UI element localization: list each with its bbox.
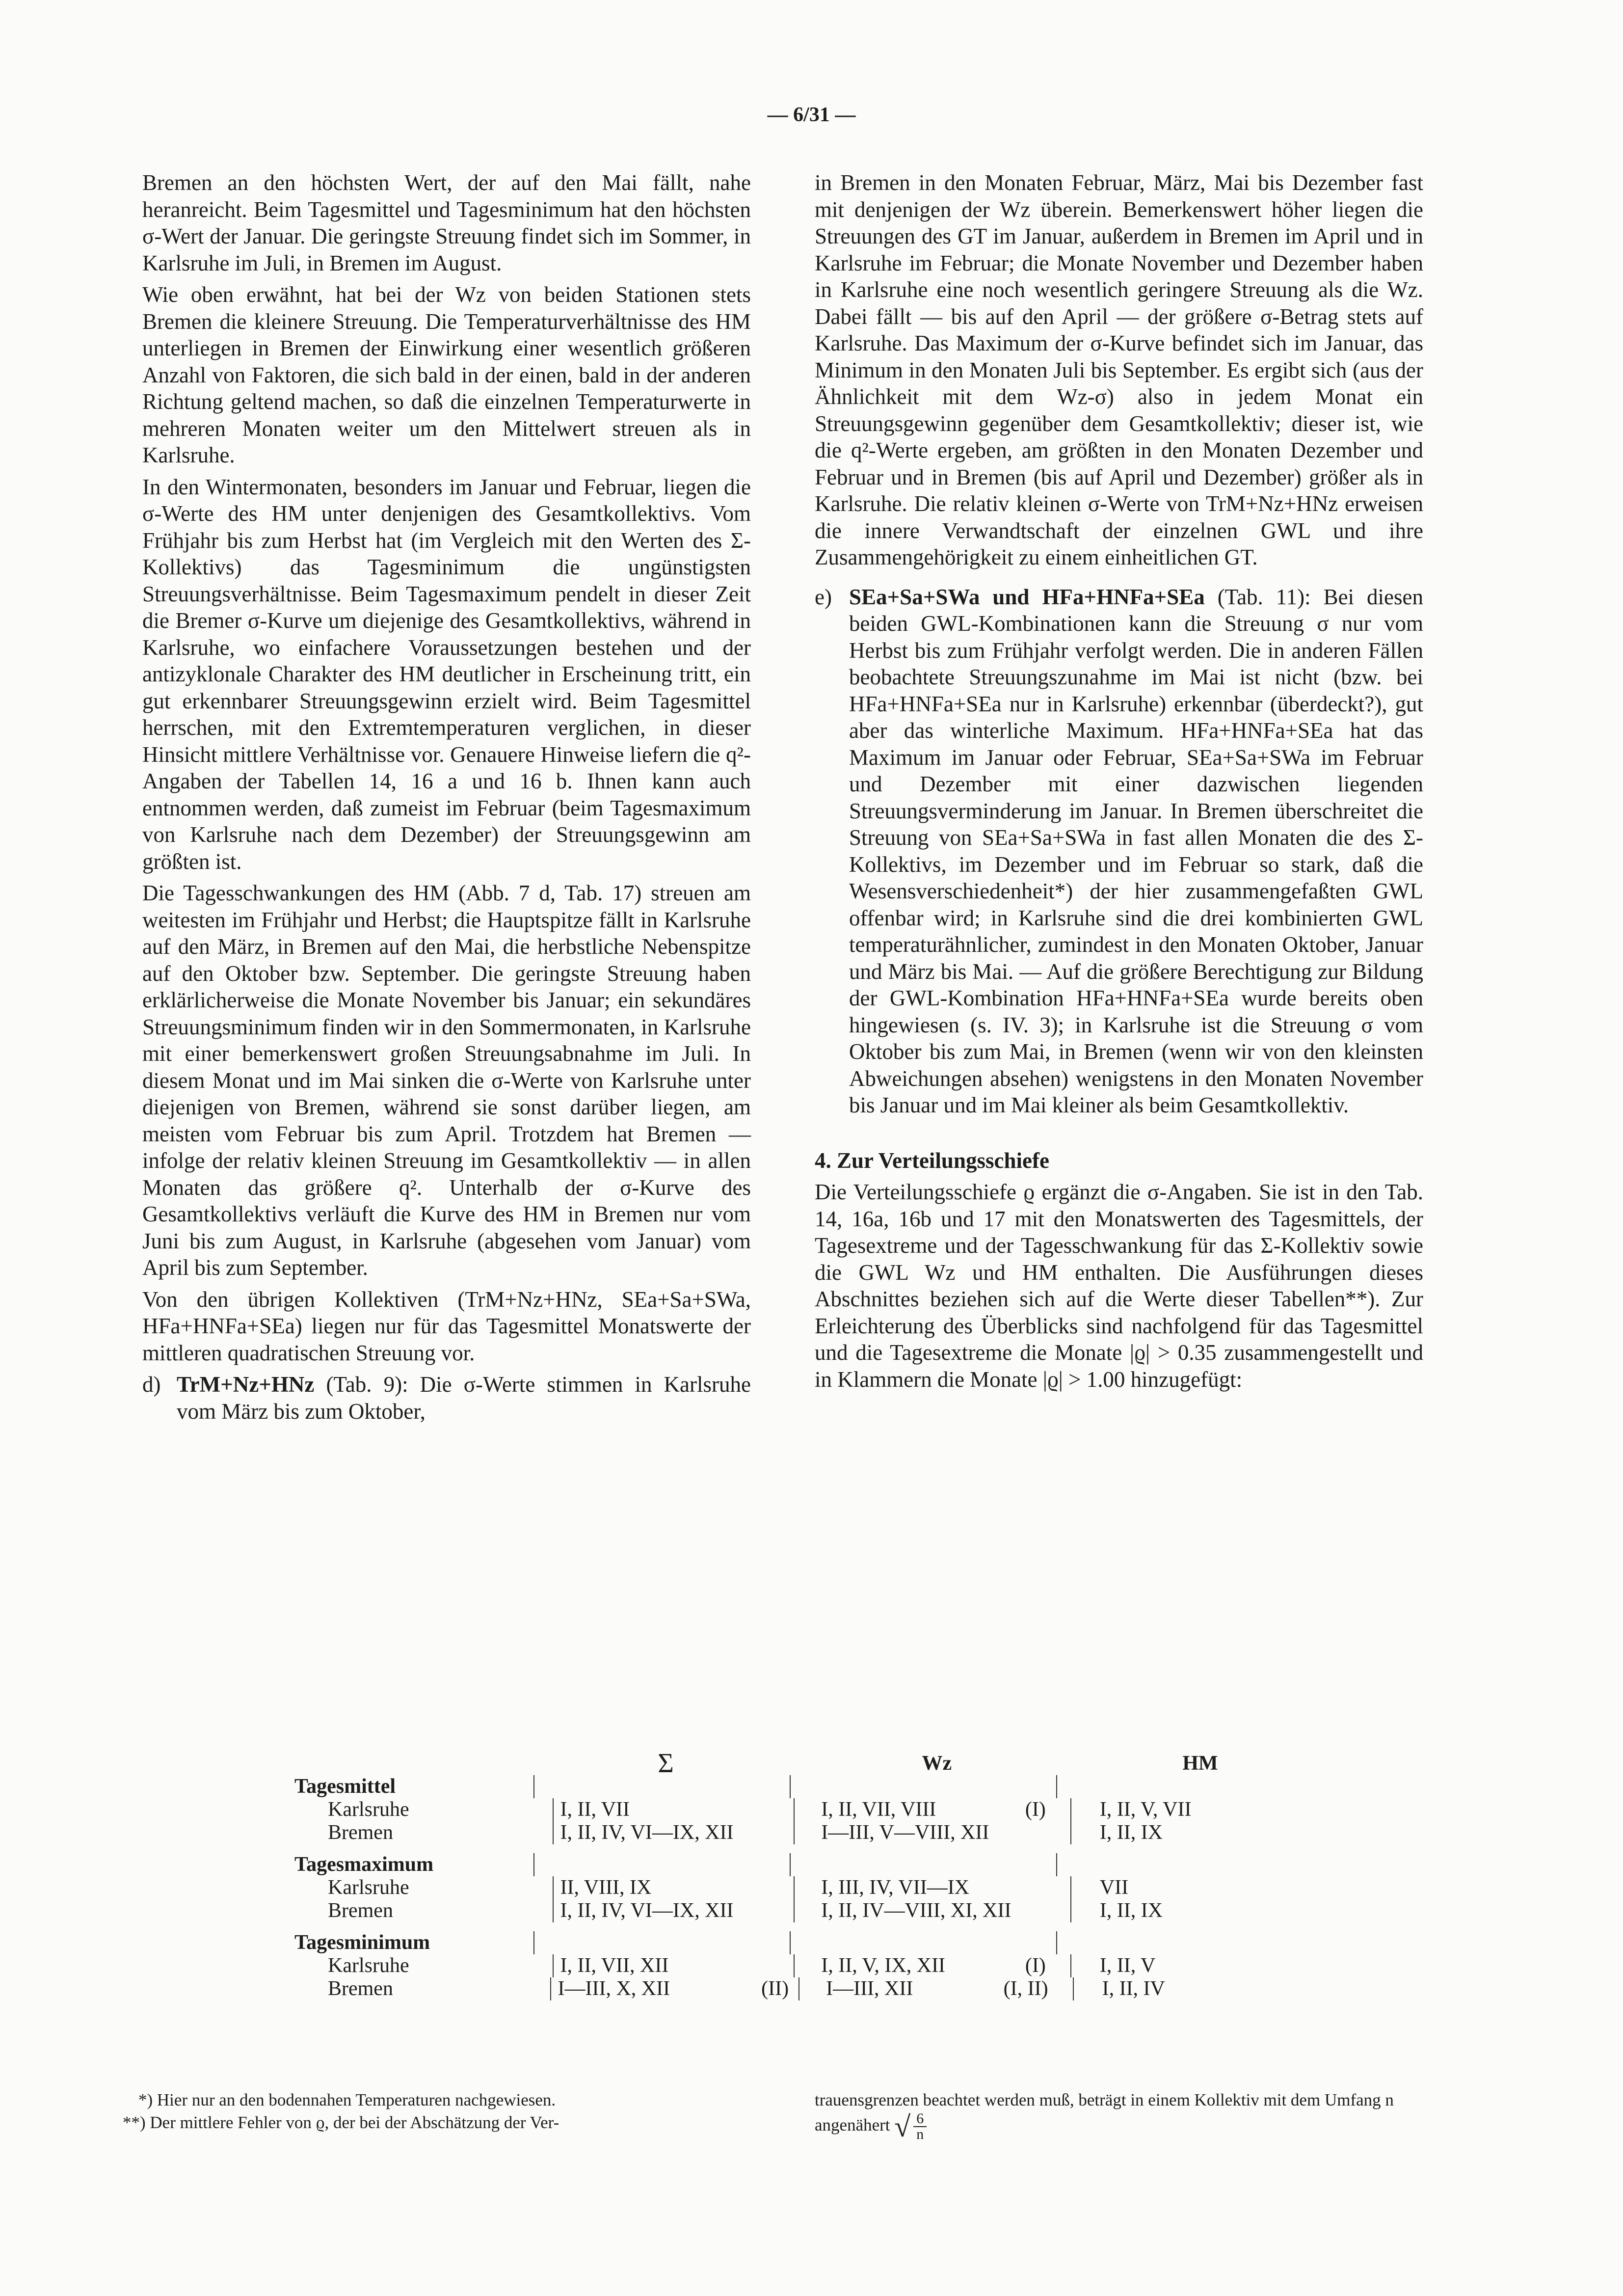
sigma-months: I—III, X, XII	[558, 1977, 670, 2000]
table-header-wz: Wz	[922, 1752, 952, 1775]
fraction-denominator: n	[916, 2126, 924, 2142]
wz-months: I, II, IV—VIII, XI, XII	[821, 1899, 1011, 1922]
table-row	[294, 1821, 1315, 1844]
list-text: (Tab. 9): Die σ-Werte stimmen in Karlsruhe vom März bis zum Oktober,	[177, 1372, 751, 1424]
list-bold-term: SEa+Sa+SWa und HFa+HNFa+SEa	[849, 584, 1205, 609]
list-item-d	[142, 1371, 751, 1425]
page-number: — 6/31 —	[767, 104, 856, 126]
group-title: Tagesminimum	[294, 1931, 430, 1954]
list-body	[849, 584, 1423, 1119]
list-label: d)	[142, 1372, 161, 1397]
footnotes-left	[123, 2089, 751, 2134]
table-group-row	[294, 1775, 1315, 1798]
paragraph: In den Wintermonaten, besonders im Januar und Februar, liegen die σ-Werte des HM unter denjenigen des Gesamtkollektivs. Vom Frühjahr bis zum Herbst hat (im Vergleich mit den Werten des Σ-Kollektivs) das Tagesminimum die ungünstigsten Streuungsverhältnisse. Beim Tagesmaximum pendelt in dieser Zeit die Bremer σ-Kurve um diejenige des Gesamtkollektivs, während in Karlsruhe, wo einfachere Voraussetzungen bestehen und der antizyklonale Charakter des HM deutlicher in Erscheinung tritt, ein gut erkennbarer Streuungsgewinn erzielt wird. Beim Tagesmittel herrschen, mit den Extremtemperaturen verglichen, in dieser Hinsicht mittlere Verhältnisse vor. Genauere Hinweise liefern die q²-Angaben der Tabellen 14, 16 a und 16 b. Ihnen kann auch entnommen werden, daß zumeist im Februar (beim Tagesmaximum von Karlsruhe nach dem Dezember) der Streuungsgewinn am größten ist.	[142, 474, 751, 874]
sigma-months: I, II, VII, XII	[560, 1954, 669, 1977]
table-row	[294, 1954, 1315, 1977]
left-column	[142, 169, 751, 1425]
hm-months: I, II, V, VII	[1070, 1798, 1315, 1821]
table-group-row	[294, 1853, 1315, 1876]
station-name: Bremen	[328, 1899, 393, 1922]
right-column	[815, 169, 1423, 1398]
list-bold-term: TrM+Nz+HNz	[177, 1372, 315, 1397]
fraction-numerator: 6	[913, 2111, 927, 2127]
group-title: Tagesmaximum	[294, 1853, 434, 1876]
footnote-continuation: trauensgrenzen beachtet werden muß, beträgt in einem Kollektiv mit dem Umfang n angenähert	[815, 2090, 1394, 2135]
footnote: **) Der mittlere Fehler von ϱ, der bei der Abschätzung der Ver-	[123, 2113, 559, 2132]
footnote: *) Hier nur an den bodennahen Temperaturen nachgewiesen.	[138, 2090, 556, 2109]
table-row	[294, 1798, 1315, 1821]
station-name: Karlsruhe	[328, 1876, 409, 1899]
paragraph: Von den übrigen Kollektiven (TrM+Nz+HNz, SEa+Sa+SWa, HFa+HNFa+SEa) liegen nur für das Tagesmittel Monatswerte der mittleren quadratischen Streuung vor.	[142, 1287, 751, 1365]
section-heading: 4. Zur Verteilungsschiefe	[815, 1148, 1049, 1173]
wz-strong-months: (I, II)	[1003, 1977, 1048, 2000]
sigma-strong-months: (II)	[761, 1977, 789, 2000]
station-name: Bremen	[328, 1821, 393, 1844]
paragraph: Wie oben erwähnt, hat bei der Wz von beiden Stationen stets Bremen die kleinere Streuung. Die Temperaturverhältnisse des HM unterliegen in Bremen der Einwirkung einer wesentlich größeren Anzahl von Faktoren, die sich bald in der einen, bald in der anderen Richtung geltend machen, so daß die einzelnen Temperaturwerte in mehreren Monaten weiter um den Mittelwert streuen als in Karlsruhe.	[142, 282, 751, 467]
table-row	[294, 1899, 1315, 1922]
table-group-row	[294, 1931, 1315, 1954]
wz-months: I, II, VII, VIII	[821, 1798, 936, 1821]
sigma-months: I, II, VII	[560, 1798, 630, 1821]
paragraph: Bremen an den höchsten Wert, der auf den Mai fällt, nahe heranreicht. Beim Tagesmittel und Tagesminimum hat den höchsten σ-Wert der Januar. Die geringste Streuung findet sich im Sommer, in Karlsruhe im Juli, in Bremen im August.	[142, 170, 751, 275]
fraction	[913, 2111, 927, 2142]
hm-months: I, II, IX	[1070, 1899, 1315, 1922]
station-name: Bremen	[328, 1977, 393, 2000]
station-name: Karlsruhe	[328, 1954, 409, 1977]
group-title: Tagesmittel	[294, 1775, 396, 1798]
wz-months: I—III, V—VIII, XII	[821, 1821, 989, 1844]
table-row	[294, 1876, 1315, 1899]
table-header-row	[294, 1738, 1315, 1779]
hm-months: I, II, IX	[1070, 1821, 1315, 1844]
hm-months: I, II, IV	[1073, 1977, 1315, 2000]
sigma-months: I, II, IV, VI—IX, XII	[560, 1821, 734, 1844]
hm-months: VII	[1070, 1876, 1315, 1899]
sigma-months: II, VIII, IX	[560, 1876, 652, 1899]
wz-strong-months: (I)	[1025, 1798, 1046, 1821]
list-label: e)	[815, 584, 832, 609]
footnotes-right	[815, 2089, 1423, 2142]
table-row	[294, 1977, 1315, 2000]
list-text: (Tab. 11): Bei diesen beiden GWL-Kombinationen kann die Streuung σ nur vom Herbst bis zum Frühjahr verfolgt werden. Die in anderen Fällen beobachtete Streuungszunahme im Mai ist nicht (bzw. bei HFa+HNFa+SEa nur in Karlsruhe) erkennbar (überdeckt?), gut aber das winterliche Maximum. HFa+HNFa+SEa hat das Maximum im Januar oder Februar, SEa+Sa+SWa im Februar und Dezember mit einer dazwischen liegenden Streuungsverminderung im Januar. In Bremen überschreitet die Streuung von SEa+Sa+SWa in fast allen Monaten die des Σ-Kollektivs, im Dezember und im Februar so stark, daß die Wesensverschiedenheit*) der hier zusammengefaßten GWL offenbar wird; in Karlsruhe sind die drei kombinierten GWL temperaturähnlicher, zumindest in den Monaten Oktober, Januar und März bis Mai. — Auf die größere Berechtigung zur Bildung der GWL-Kombination HFa+HNFa+SEa wurde bereits oben hingewiesen (s. IV. 3); in Karlsruhe ist die Streuung σ vom Oktober bis zum Mai, in Bremen (wenn wir von den kleinsten Abweichungen absehen) wenigstens in den Monaten November bis Januar und im Mai kleiner als beim Gesamtkollektiv.	[849, 584, 1424, 1117]
paragraph: in Bremen in den Monaten Februar, März, Mai bis Dezember fast mit denjenigen der Wz überein. Bemerkenswert höher liegen die Streuungen des GT im Januar, außerdem in Bremen im April und in Karlsruhe im Februar; die Monate November und Dezember haben in Karlsruhe eine noch wesentlich geringere Streuung als die Wz. Dabei fällt — bis auf den April — der größere σ-Betrag stets auf Karlsruhe. Das Maximum der σ-Kurve befindet sich im Januar, das Minimum in den Monaten Juli bis September. Es ergibt sich (aus der Ähnlichkeit mit dem Wz-σ) also in jedem Monat ein Streuungsgewinn gegenüber dem Gesamtkollektiv; dieser ist, wie die q²-Werte ergeben, am größten in den Monaten Dezember und Februar und in Bremen (bis auf April und Dezember) größer als in Karlsruhe. Die relativ kleinen σ-Werte von TrM+Nz+HNz erweisen die innere Verwandtschaft der einzelnen GWL und ihre Zusammengehörigkeit zu einem einheitlichen GT.	[815, 170, 1423, 569]
sqrt-symbol: √	[894, 2110, 911, 2143]
wz-months: I, II, V, IX, XII	[821, 1954, 946, 1977]
sigma-months: I, II, IV, VI—IX, XII	[560, 1899, 734, 1922]
wz-months: I, III, IV, VII—IX	[821, 1876, 970, 1899]
list-body	[177, 1371, 751, 1425]
wz-months: I—III, XII	[826, 1977, 913, 2000]
table-header-hm: HM	[1182, 1752, 1218, 1775]
list-item-e	[815, 584, 1423, 1119]
hm-months: I, II, V	[1070, 1954, 1315, 1977]
skewness-table	[294, 1738, 1315, 2000]
paragraph: Die Verteilungsschiefe ϱ ergänzt die σ-Angaben. Sie ist in den Tab. 14, 16a, 16b und 17 mit den Monatswerten des Tagesmittels, der Tagesextreme und der Tagesschwankung für das Σ-Kollektiv sowie die GWL Wz und HM enthalten. Die Ausführungen dieses Abschnittes beziehen sich auf die Werte dieser Tabellen**). Zur Erleichterung des Überblicks sind nachfolgend für das Tagesmittel und die Tagesextreme die Monate |ϱ| > 0.35 zusammengestellt und in Klammern die Monate |ϱ| > 1.00 hinzugefügt:	[815, 1180, 1423, 1392]
station-name: Karlsruhe	[328, 1798, 409, 1821]
table-header-sigma: Σ	[658, 1748, 674, 1779]
wz-strong-months: (I)	[1025, 1954, 1046, 1977]
paragraph: Die Tagesschwankungen des HM (Abb. 7 d, Tab. 17) streuen am weitesten im Frühjahr und Herbst; die Hauptspitze fällt in Karlsruhe auf den März, in Bremen auf den Mai, die herbstliche Nebenspitze auf den Oktober bzw. September. Die geringste Streuung haben erklärlicherweise die Monate November bis Januar; ein sekundäres Streuungsminimum finden wir in den Sommermonaten, in Karlsruhe mit einer bemerkenswert großen Streuungsabnahme im Juli. In diesem Monat und im Mai sinken die σ-Werte von Karlsruhe unter diejenigen von Bremen, während sie sonst darüber liegen, am meisten vom Februar bis zum April. Trotzdem hat Bremen — infolge der relativ kleinen Streuung im Gesamtkollektiv — in allen Monaten das größere q². Unterhalb der σ-Kurve des Gesamtkollektivs verläuft die Kurve des HM in Bremen nur vom Juni bis zum August, in Karlsruhe (abgesehen vom Januar) vom April bis zum September.	[142, 881, 751, 1280]
